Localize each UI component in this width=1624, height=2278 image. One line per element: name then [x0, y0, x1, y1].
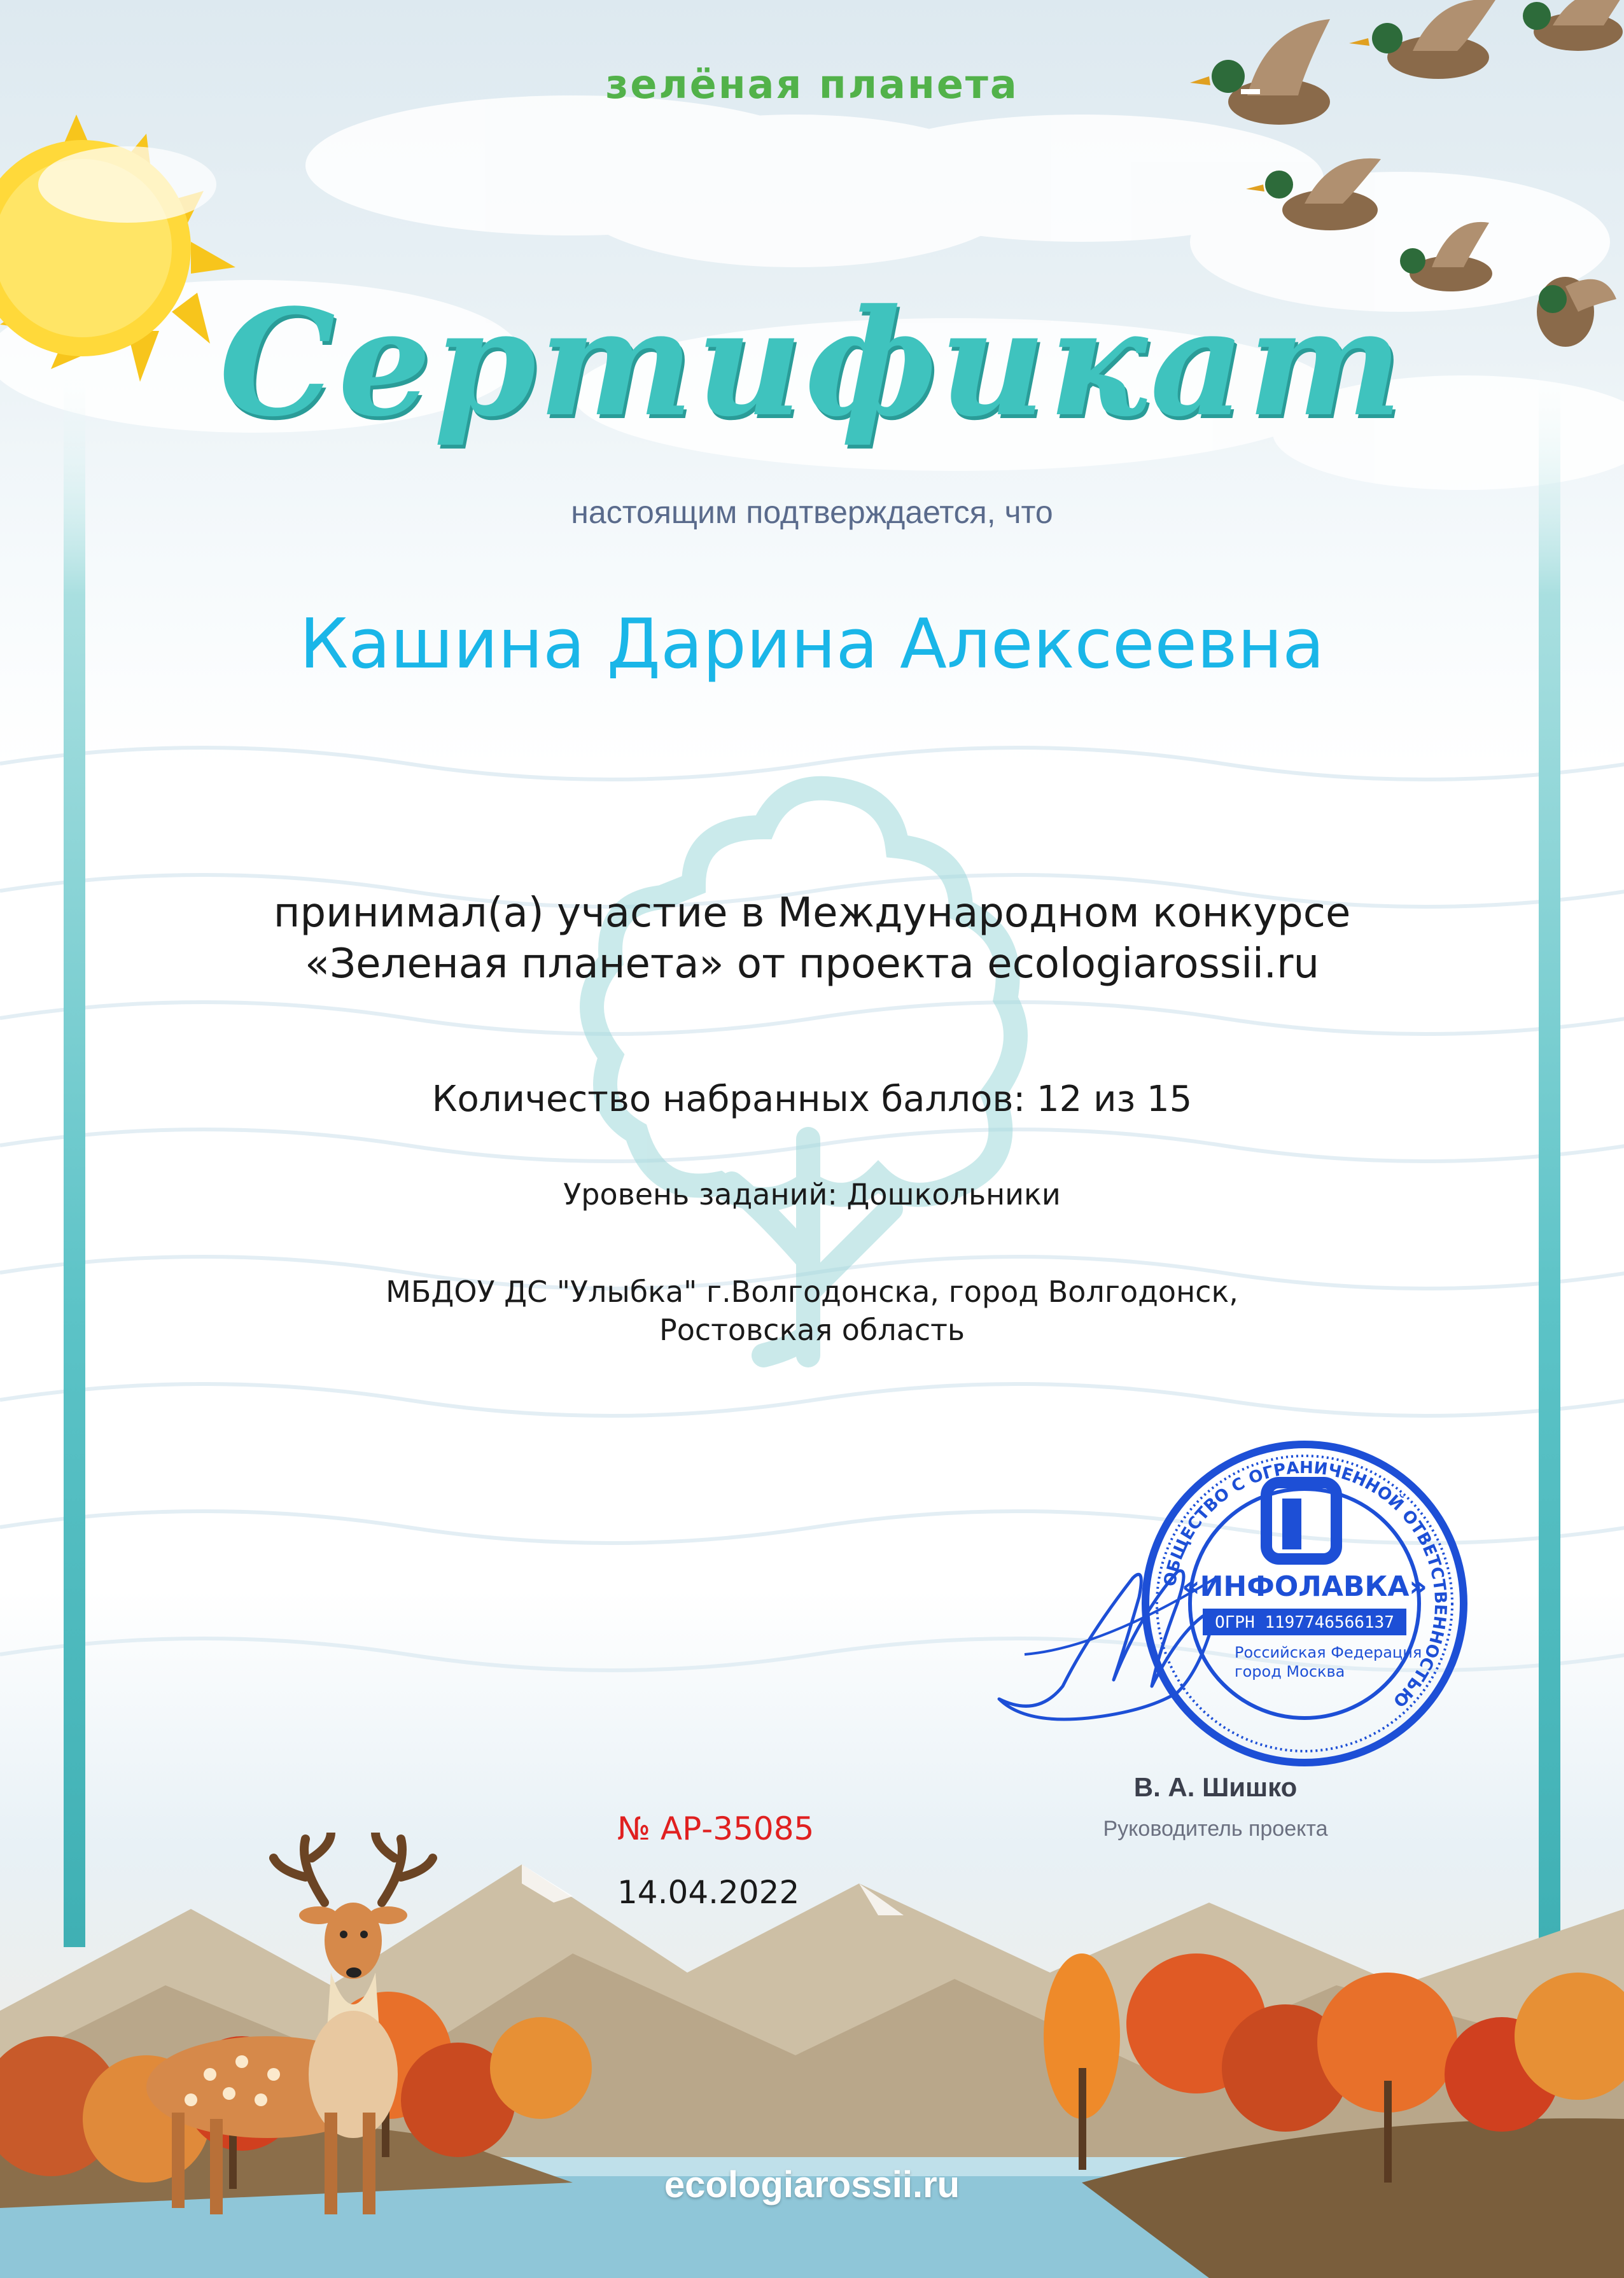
certificate-title: Сертификат — [219, 277, 1405, 449]
organization-line-1: МБДОУ ДС "Улыбка" г.Волгодонска, город Волгодонск, — [386, 1275, 1238, 1309]
organization-text — [0, 1273, 1624, 1349]
organization-line-2: Ростовская область — [659, 1313, 965, 1347]
participation-line-1: принимал(а) участие в Международном конкурсе — [273, 890, 1351, 937]
certificate-number: № АР-35085 — [617, 1810, 815, 1847]
landscape-illustration — [0, 1833, 1624, 2278]
participation-line-2: «Зеленая планета» от проекта ecologiarossii.ru — [304, 940, 1320, 988]
subtitle: настоящим подтверждается, что — [571, 494, 1053, 530]
brand-logo: зелёная планета — [605, 61, 1019, 108]
score-text: Количество набранных баллов: 12 из 15 — [431, 1079, 1193, 1120]
stamp-company: «ИНФОЛАВКА» — [1182, 1570, 1427, 1603]
stamp-city: город Москва — [1235, 1663, 1345, 1681]
signer-role: Руководитель проекта — [1103, 1817, 1328, 1841]
stamp-ring-text: ОБЩЕСТВО С ОГРАНИЧЕННОЙ ОТВЕТСТВЕННОСТЬЮ — [1160, 1458, 1450, 1711]
stamp-ogrn: ОГРН 1197746566137 — [1215, 1613, 1394, 1632]
footer-website-link[interactable]: ecologiarossii.ru — [664, 2164, 960, 2205]
tree-watermark-icon — [592, 788, 1016, 1355]
duck-icon — [1523, 0, 1624, 51]
stamp-country: Российская Федерация — [1235, 1644, 1422, 1661]
signer-name: В. А. Шишко — [1133, 1772, 1298, 1802]
duck-icon — [1246, 158, 1381, 230]
left-border-strip — [64, 356, 85, 1947]
company-stamp — [1139, 1438, 1470, 1769]
recipient-name: Кашина Дарина Алексеевна — [299, 604, 1325, 684]
certificate-date: 14.04.2022 — [617, 1874, 800, 1911]
right-border-strip — [1539, 356, 1560, 1947]
participation-text — [0, 888, 1624, 989]
level-text: Уровень заданий: Дошкольники — [563, 1177, 1061, 1212]
